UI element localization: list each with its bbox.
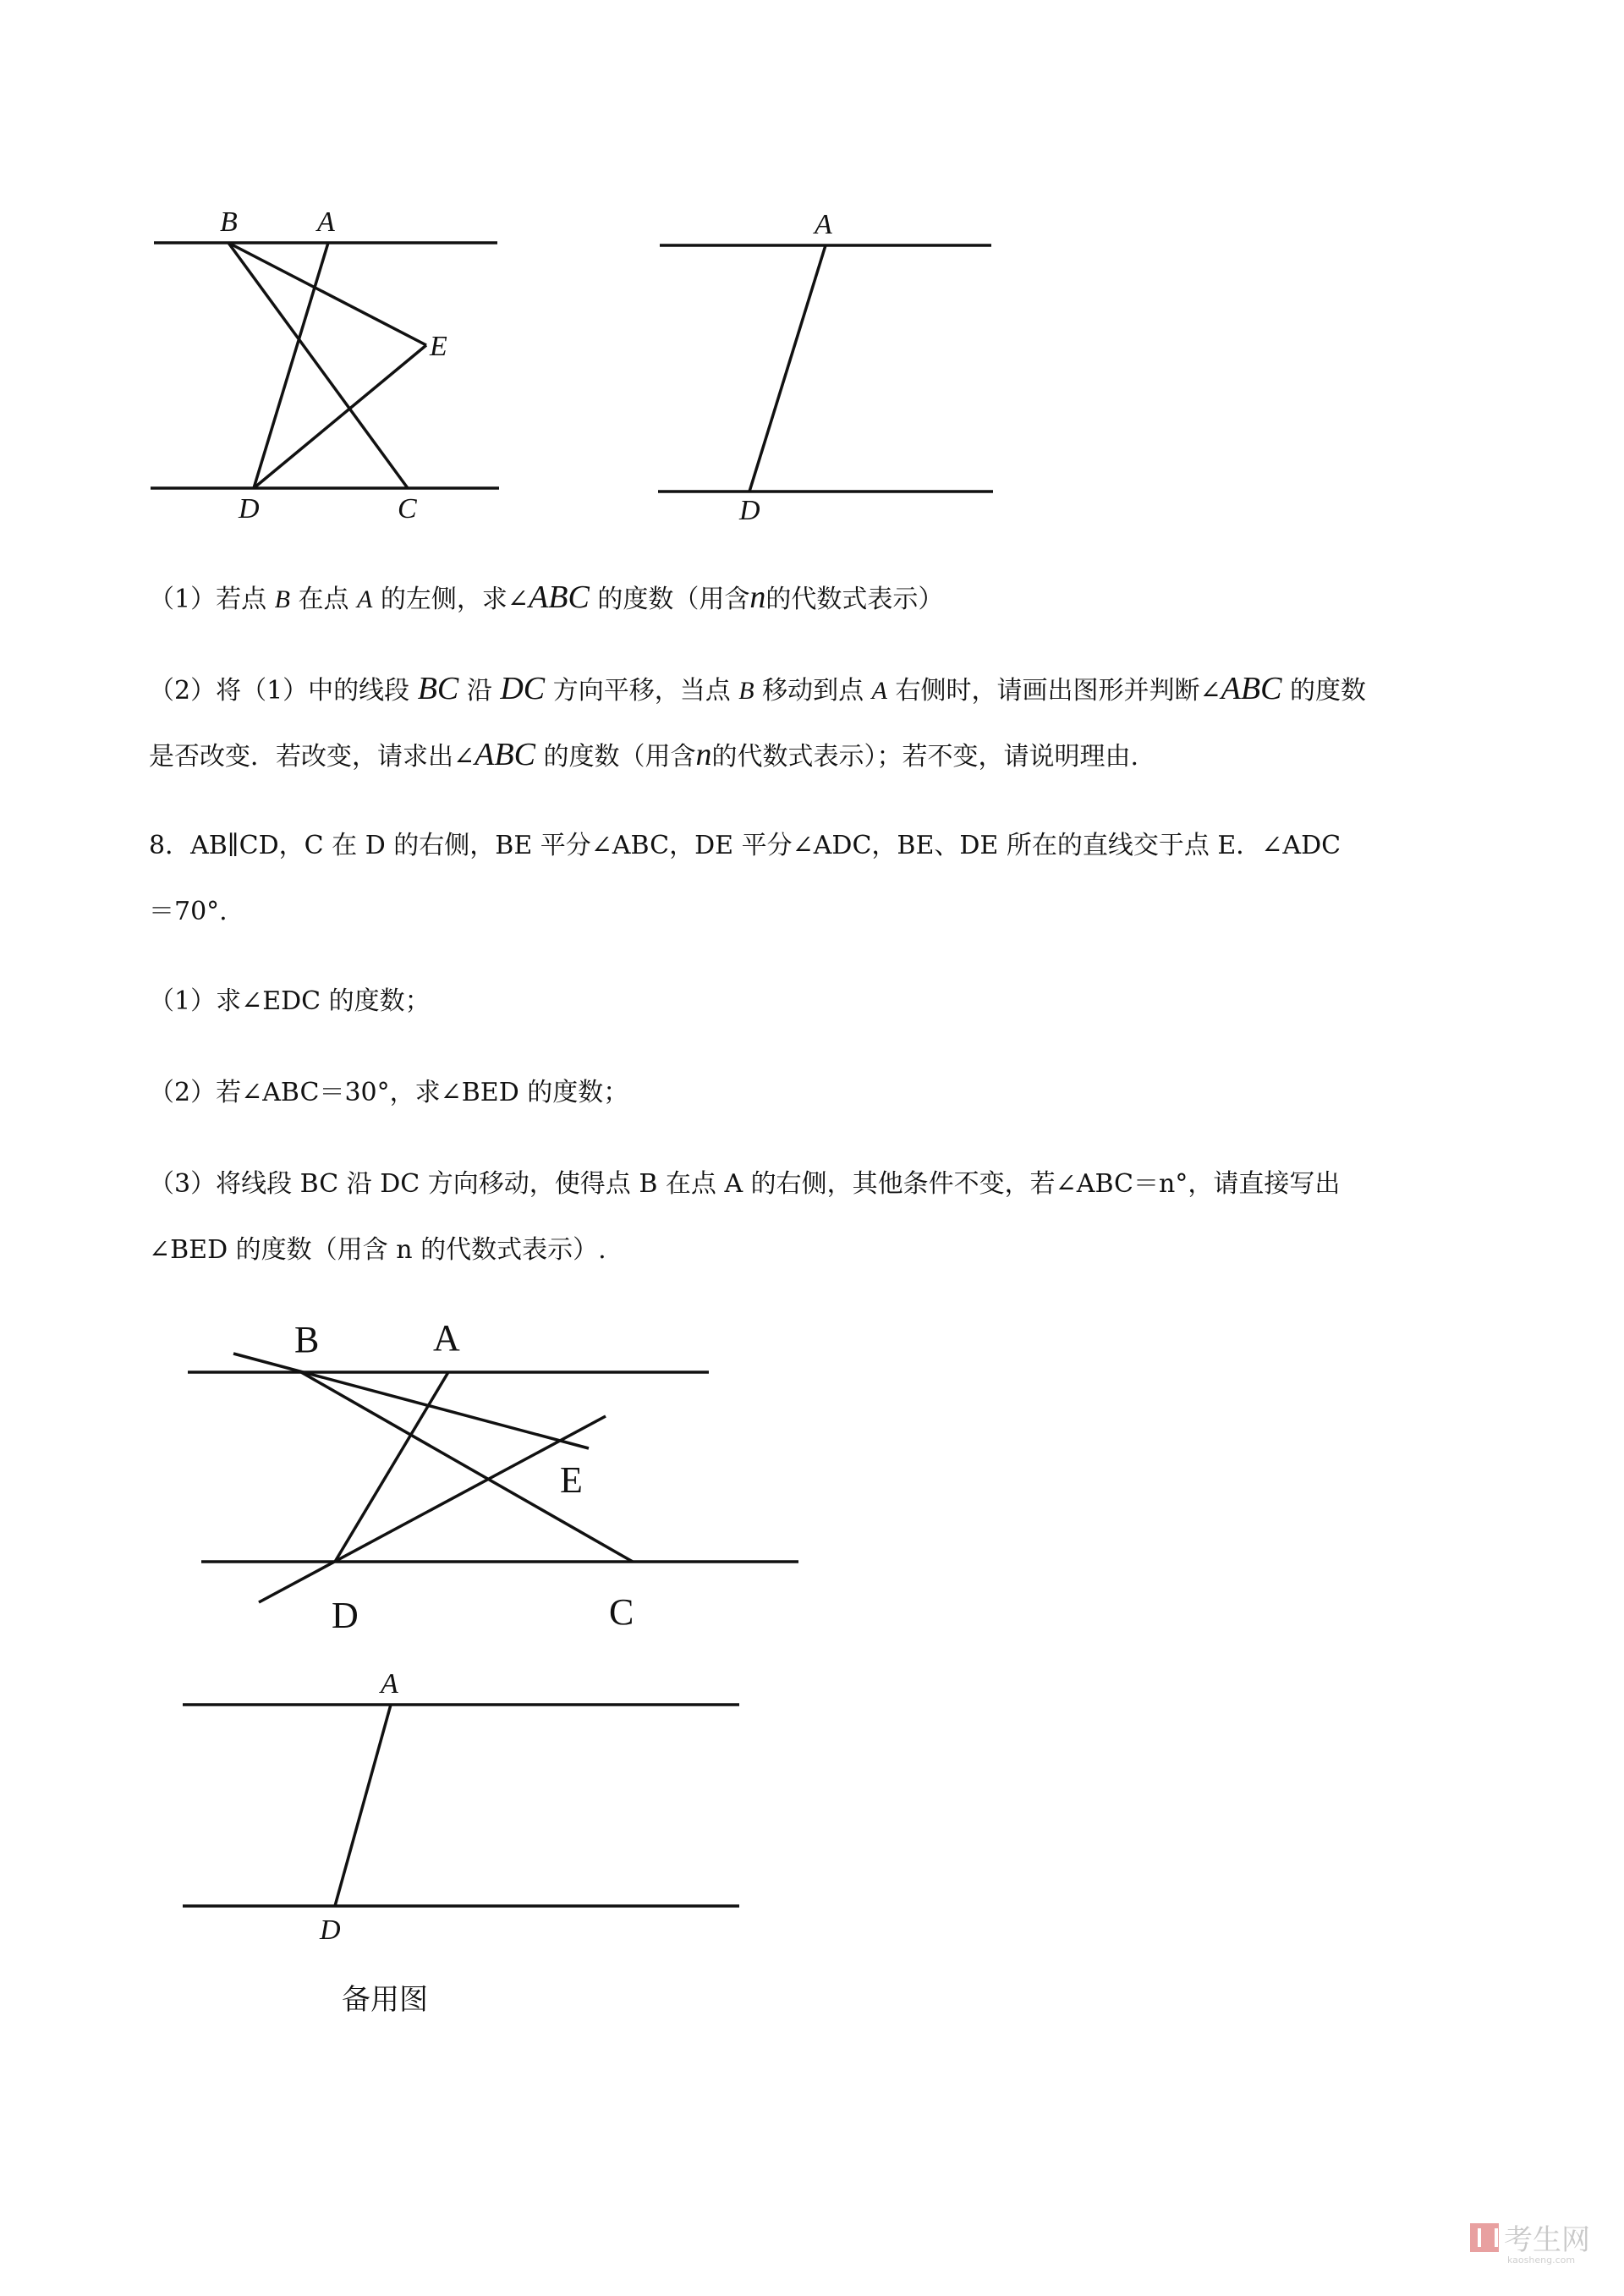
q8-part1: （1）求∠EDC 的度数； [149,986,431,1016]
label-b: B [220,206,238,238]
watermark-text: 考生网 [1504,2223,1590,2257]
q8-stem-line1: 8．AB∥CD，C 在 D 的右侧，BE 平分∠ABC，DE 平分∠ADC，BE、DE 所在的直线交于点 E．∠ADC [149,831,1341,860]
label-a: A [381,1668,398,1700]
q7-part2-line1: （2）将（1）中的线段 BC 沿 DC 方向平移，当点 B 移动到点 A 右侧时，请画出图形并判断∠ABC 的度数 [149,671,1366,706]
label-e: E [560,1459,583,1501]
figure-top-left [144,203,516,525]
watermark [1470,2216,1590,2266]
figure-q8-main [186,1310,812,1640]
label-a: A [433,1317,460,1359]
label-c: C [398,493,417,525]
label-c: C [609,1591,634,1633]
figure-q8-backup [178,1658,770,1963]
line-de-extended [259,1416,606,1602]
q8-part3-line2: ∠BED 的度数（用含 n 的代数式表示）. [149,1235,606,1265]
label-d: D [239,493,260,525]
label-a: A [317,206,335,238]
q7-part2-line2: 是否改变．若改变，请求出∠ABC 的度数（用含n的代数式表示）；若不变，请说明理由. [149,737,1139,772]
label-e: E [430,331,447,362]
label-b: B [294,1319,320,1360]
watermark-logo-icon [1470,2223,1499,2252]
q7-part1: （1）若点 B 在点 A 的左侧，求∠ABC 的度数（用含n的代数式表示） [149,579,944,615]
segment-de [254,345,426,488]
watermark-subtext: kaosheng.com [1507,2255,1576,2266]
figure-caption: 备用图 [342,1983,428,2017]
label-d: D [320,1914,341,1946]
segment-ad [335,1705,391,1906]
segment-ad [749,245,826,492]
label-d: D [332,1595,359,1636]
q8-part2: （2）若∠ABC＝30°，求∠BED 的度数； [149,1078,629,1107]
label-a: A [815,209,832,240]
q8-stem-line2: ＝70°. [149,897,228,926]
segment-be [228,243,426,345]
q8-part3-line1: （3）将线段 BC 沿 DC 方向移动，使得点 B 在点 A 的右侧，其他条件不变，若∠ABC＝n°，请直接写出 [149,1169,1341,1199]
figure-top-right [651,203,1007,525]
label-d: D [739,495,760,526]
